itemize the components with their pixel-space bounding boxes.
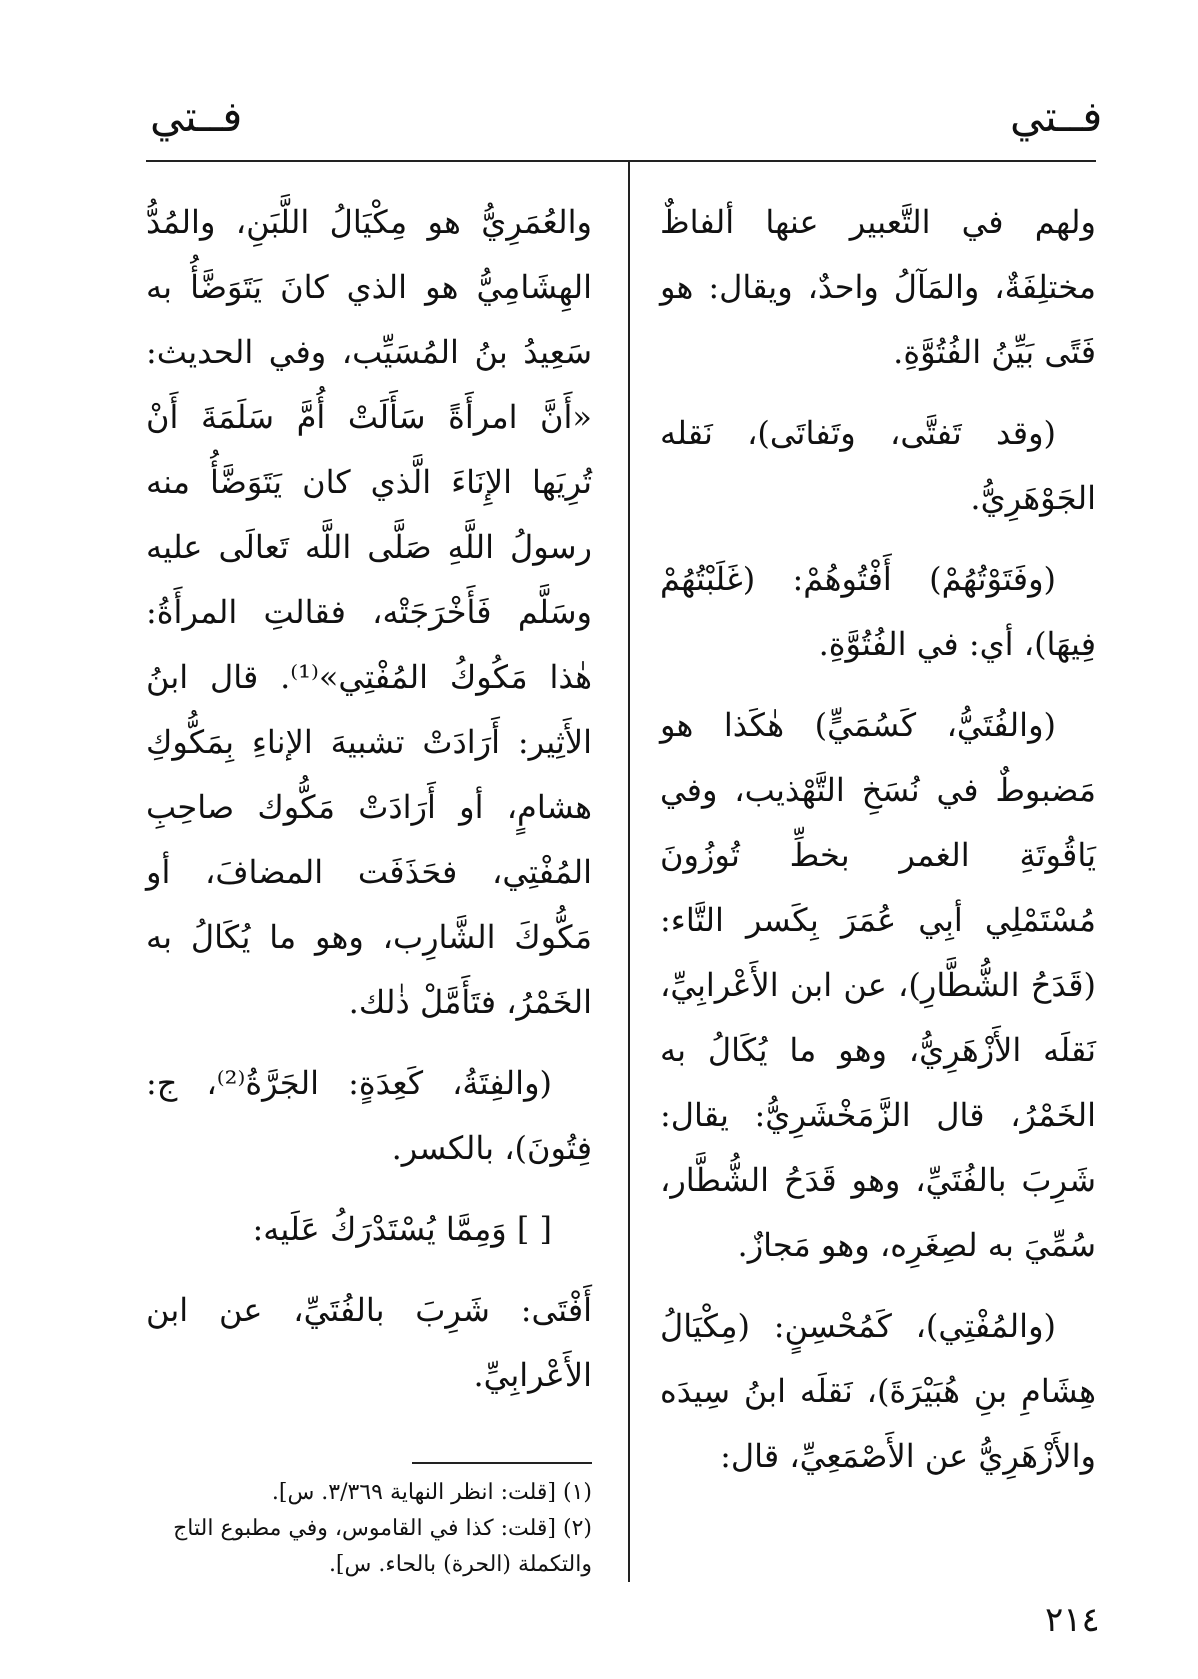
paragraph: (والفِتَةُ، كَعِدَةٍ: الجَرَّةُ⁽²⁾، ج: فِتُونَ)، بالكسر. (146, 1064, 592, 1167)
right-column (660, 190, 1096, 1505)
paragraph: والعُمَرِيُّ هو مِكْيَالُ اللَّبَنِ، والمُدُّ الهِشَامِيُّ هو الذي كانَ يَتَوَضَّأُ به سَعِيدُ بنُ المُسَيِّب، وفي الحديث: «أَنَّ امرأَةً سَأَلَتْ أُمَّ سَلَمَةَ أَنْ تُرِيَها الإِنَاءَ الَّذي كان يَتَوَضَّأُ منه رسولُ اللَّهِ صَلَّى اللَّه تَعالَى عليه وسَلَّم فَأَخْرَجَتْه، فقالتِ المرأَةُ: هٰذا مَكُوكُ المُفْتِي»⁽¹⁾. قال ابنُ الأَثِير: أَرَادَتْ تشبيهَ الإناءِ بِمَكُّوكِ هشامٍ، أو أَرَادَتْ مَكُّوك صاحِبِ المُفْتِي، فحَذَفَت المضافَ، أو مَكُّوكَ الشَّارِب، وهو ما يُكَالُ به الخَمْرُ، فتَأَمَّلْ ذٰلك. (146, 203, 592, 1021)
running-head-right: فــتي (1010, 92, 1103, 141)
paragraph: [ ] وَمِمَّا يُسْتَدْرَكُ عَلَيه: (252, 1210, 552, 1248)
footnote: (١) [قلت: انظر النهاية ٣/٣٦٩. س]. (271, 1480, 592, 1505)
paragraph: أَفْتَى: شَرِبَ بالفُتَيِّ، عن ابن الأَعْرابِيِّ. (146, 1291, 592, 1394)
footnotes (146, 1475, 592, 1583)
running-head-left: فــتي (150, 92, 243, 141)
footnote: (٢) [قلت: كذا في القاموس، وفي مطبوع التاج والتكملة (الحرة) بالحاء. س]. (173, 1516, 592, 1577)
paragraph: ولهم في التَّعبير عنها ألفاظٌ مختلِفَةٌ، والمَآلُ واحدٌ، ويقال: هو فَتًى بَيِّنُ الفُتُوَّةِ. (660, 203, 1096, 371)
column-divider (628, 162, 630, 1582)
left-column (146, 190, 592, 1424)
paragraph: (وقد تَفتَّى، وتَفاتَى)، نَقله الجَوْهَرِيُّ. (660, 414, 1096, 517)
paragraph: (والفُتَيُّ، كَسُمَيٍّ) هٰكَذا هو مَضبوطٌ في نُسَخِ التَّهْذيب، وفي يَاقُوتَةِ الغمر بخطِّ تُوزُونَ مُسْتَمْلِي أبِي عُمَرَ بِكَسر التَّاء: (قَدَحُ الشُّطَّارِ)، عن ابن الأَعْرابِيِّ، نَقلَه الأَزْهَرِيُّ، وهو ما يُكَالُ به الخَمْرُ، قال الزَّمَخْشَرِيُّ: يقال: شَرِبَ بالفُتَيِّ، وهو قَدَحُ الشُّطَّار، سُمِّيَ به لصِغَرِه، وهو مَجازٌ. (660, 706, 1096, 1264)
paragraph: (والمُفْتِي)، كَمُحْسِنٍ: (مِكْيَالُ هِشَامِ بنِ هُبَيْرَةَ)، نَقلَه ابنُ سِيدَه والأَزْهَرِيُّ عن الأَصْمَعِيِّ، قال: (660, 1307, 1096, 1475)
page-number: ٢١٤ (1045, 1600, 1100, 1640)
footnote-rule (412, 1462, 592, 1464)
header-rule (146, 160, 1096, 162)
paragraph: (وفَتَوْتُهُمْ) أَفْتُوهُمْ: (غَلَبْتُهُمْ فِيهَا)، أي: في الفُتُوَّةِ. (660, 560, 1096, 663)
